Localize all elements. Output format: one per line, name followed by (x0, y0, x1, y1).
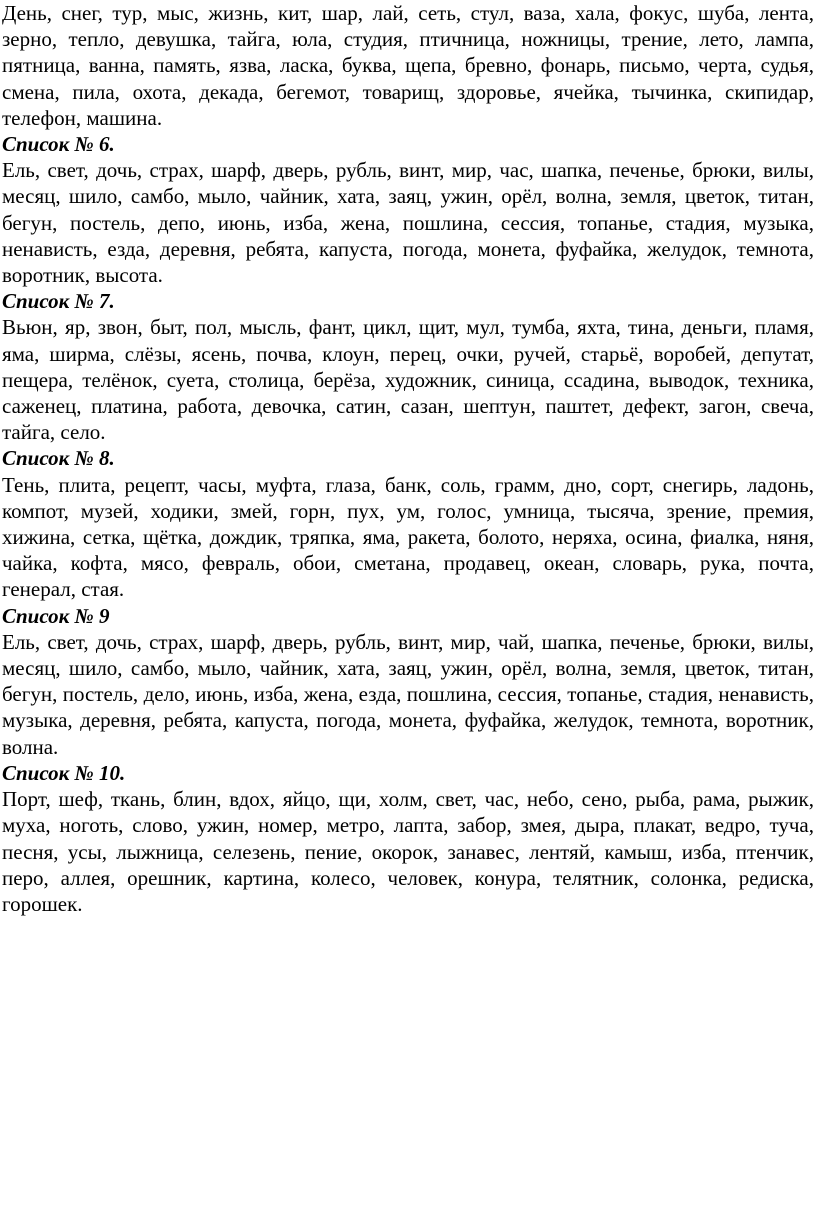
word-list-6-text: Ель, свет, дочь, страх, шарф, дверь, рубль, винт, мир, час, шапка, печенье, брюки, вилы, месяц, шило, самбо, мыло, чайник, хата, заяц, ужин, орёл, волна, земля, цветок, титан, бегун, постель, депо, июнь, изба, жена, пошлина, сессия, топанье, стадия, музыка, ненависть, езда, деревня, ребята, капуста, погода, монета, фуфайка, желудок, темнота, воротник, высота. (2, 158, 814, 288)
word-list-7-text: Вьюн, яр, звон, быт, пол, мысль, фант, цикл, щит, мул, тумба, яхта, тина, деньги, пламя, яма, ширма, слёзы, ясень, почва, клоун, перец, очки, ручей, старьё, воробей, депутат, пещера, телёнок, суета, столица, берёза, художник, синица, ссадина, выводок, техника, саженец, платина, работа, девочка, сатин, сазан, шептун, паштет, дефект, загон, свеча, тайга, село. (2, 315, 814, 445)
word-list-8-text: Тень, плита, рецепт, часы, муфта, глаза, банк, соль, грамм, дно, сорт, снегирь, ладонь, компот, музей, ходики, змей, горн, пух, ум, голос, умница, тысяча, зрение, премия, хижина, сетка, щётка, дождик, тряпка, яма, ракета, болото, неряха, осина, фиалка, няня, чайка, кофта, мясо, февраль, обои, сметана, продавец, океан, словарь, рука, почта, генерал, стая. (2, 472, 814, 602)
list-10-heading: Список № 10. (2, 760, 126, 785)
word-list-5-text: День, снег, тур, мыс, жизнь, кит, шар, лай, сеть, стул, ваза, хала, фокус, шуба, лента, зерно, тепло, девушка, тайга, юла, студия, птичница, ножницы, трение, лето, лампа, пятница, ванна, память, язва, ласка, буква, щепа, бревно, фонарь, письмо, черта, судья, смена, пила, охота, декада, бегемот, товарищ, здоровье, ячейка, тычинка, скипидар, телефон, машина. (2, 1, 814, 130)
list-8-heading: Список № 8. (2, 446, 115, 471)
word-list-9-text: Ель, свет, дочь, страх, шарф, дверь, рубль, винт, мир, чай, шапка, печенье, брюки, вилы, месяц, шило, самбо, мыло, чайник, хата, заяц, ужин, орёл, волна, земля, цветок, титан, бегун, постель, дело, июнь, изба, жена, езда, пошлина, сессия, топанье, стадия, ненависть, музыка, деревня, ребята, капуста, погода, монета, фуфайка, желудок, темнота, воротник, волна. (2, 629, 814, 759)
list-6-heading: Список № 6. (2, 132, 115, 157)
list-9-heading: Список № 9 (2, 603, 110, 628)
list-7-heading: Список № 7. (2, 289, 115, 314)
word-list-10-text: Порт, шеф, ткань, блин, вдох, яйцо, щи, холм, свет, час, небо, сено, рыба, рама, рыжик, муха, ноготь, слово, ужин, номер, метро, лапта, забор, змея, дыра, плакат, ведро, туча, песня, усы, лыжница, селезень, пение, окорок, занавес, лентяй, камыш, изба, птенчик, перо, аллея, орешник, картина, колесо, человек, конура, телятник, солонка, редиска, горошек. (2, 787, 814, 916)
